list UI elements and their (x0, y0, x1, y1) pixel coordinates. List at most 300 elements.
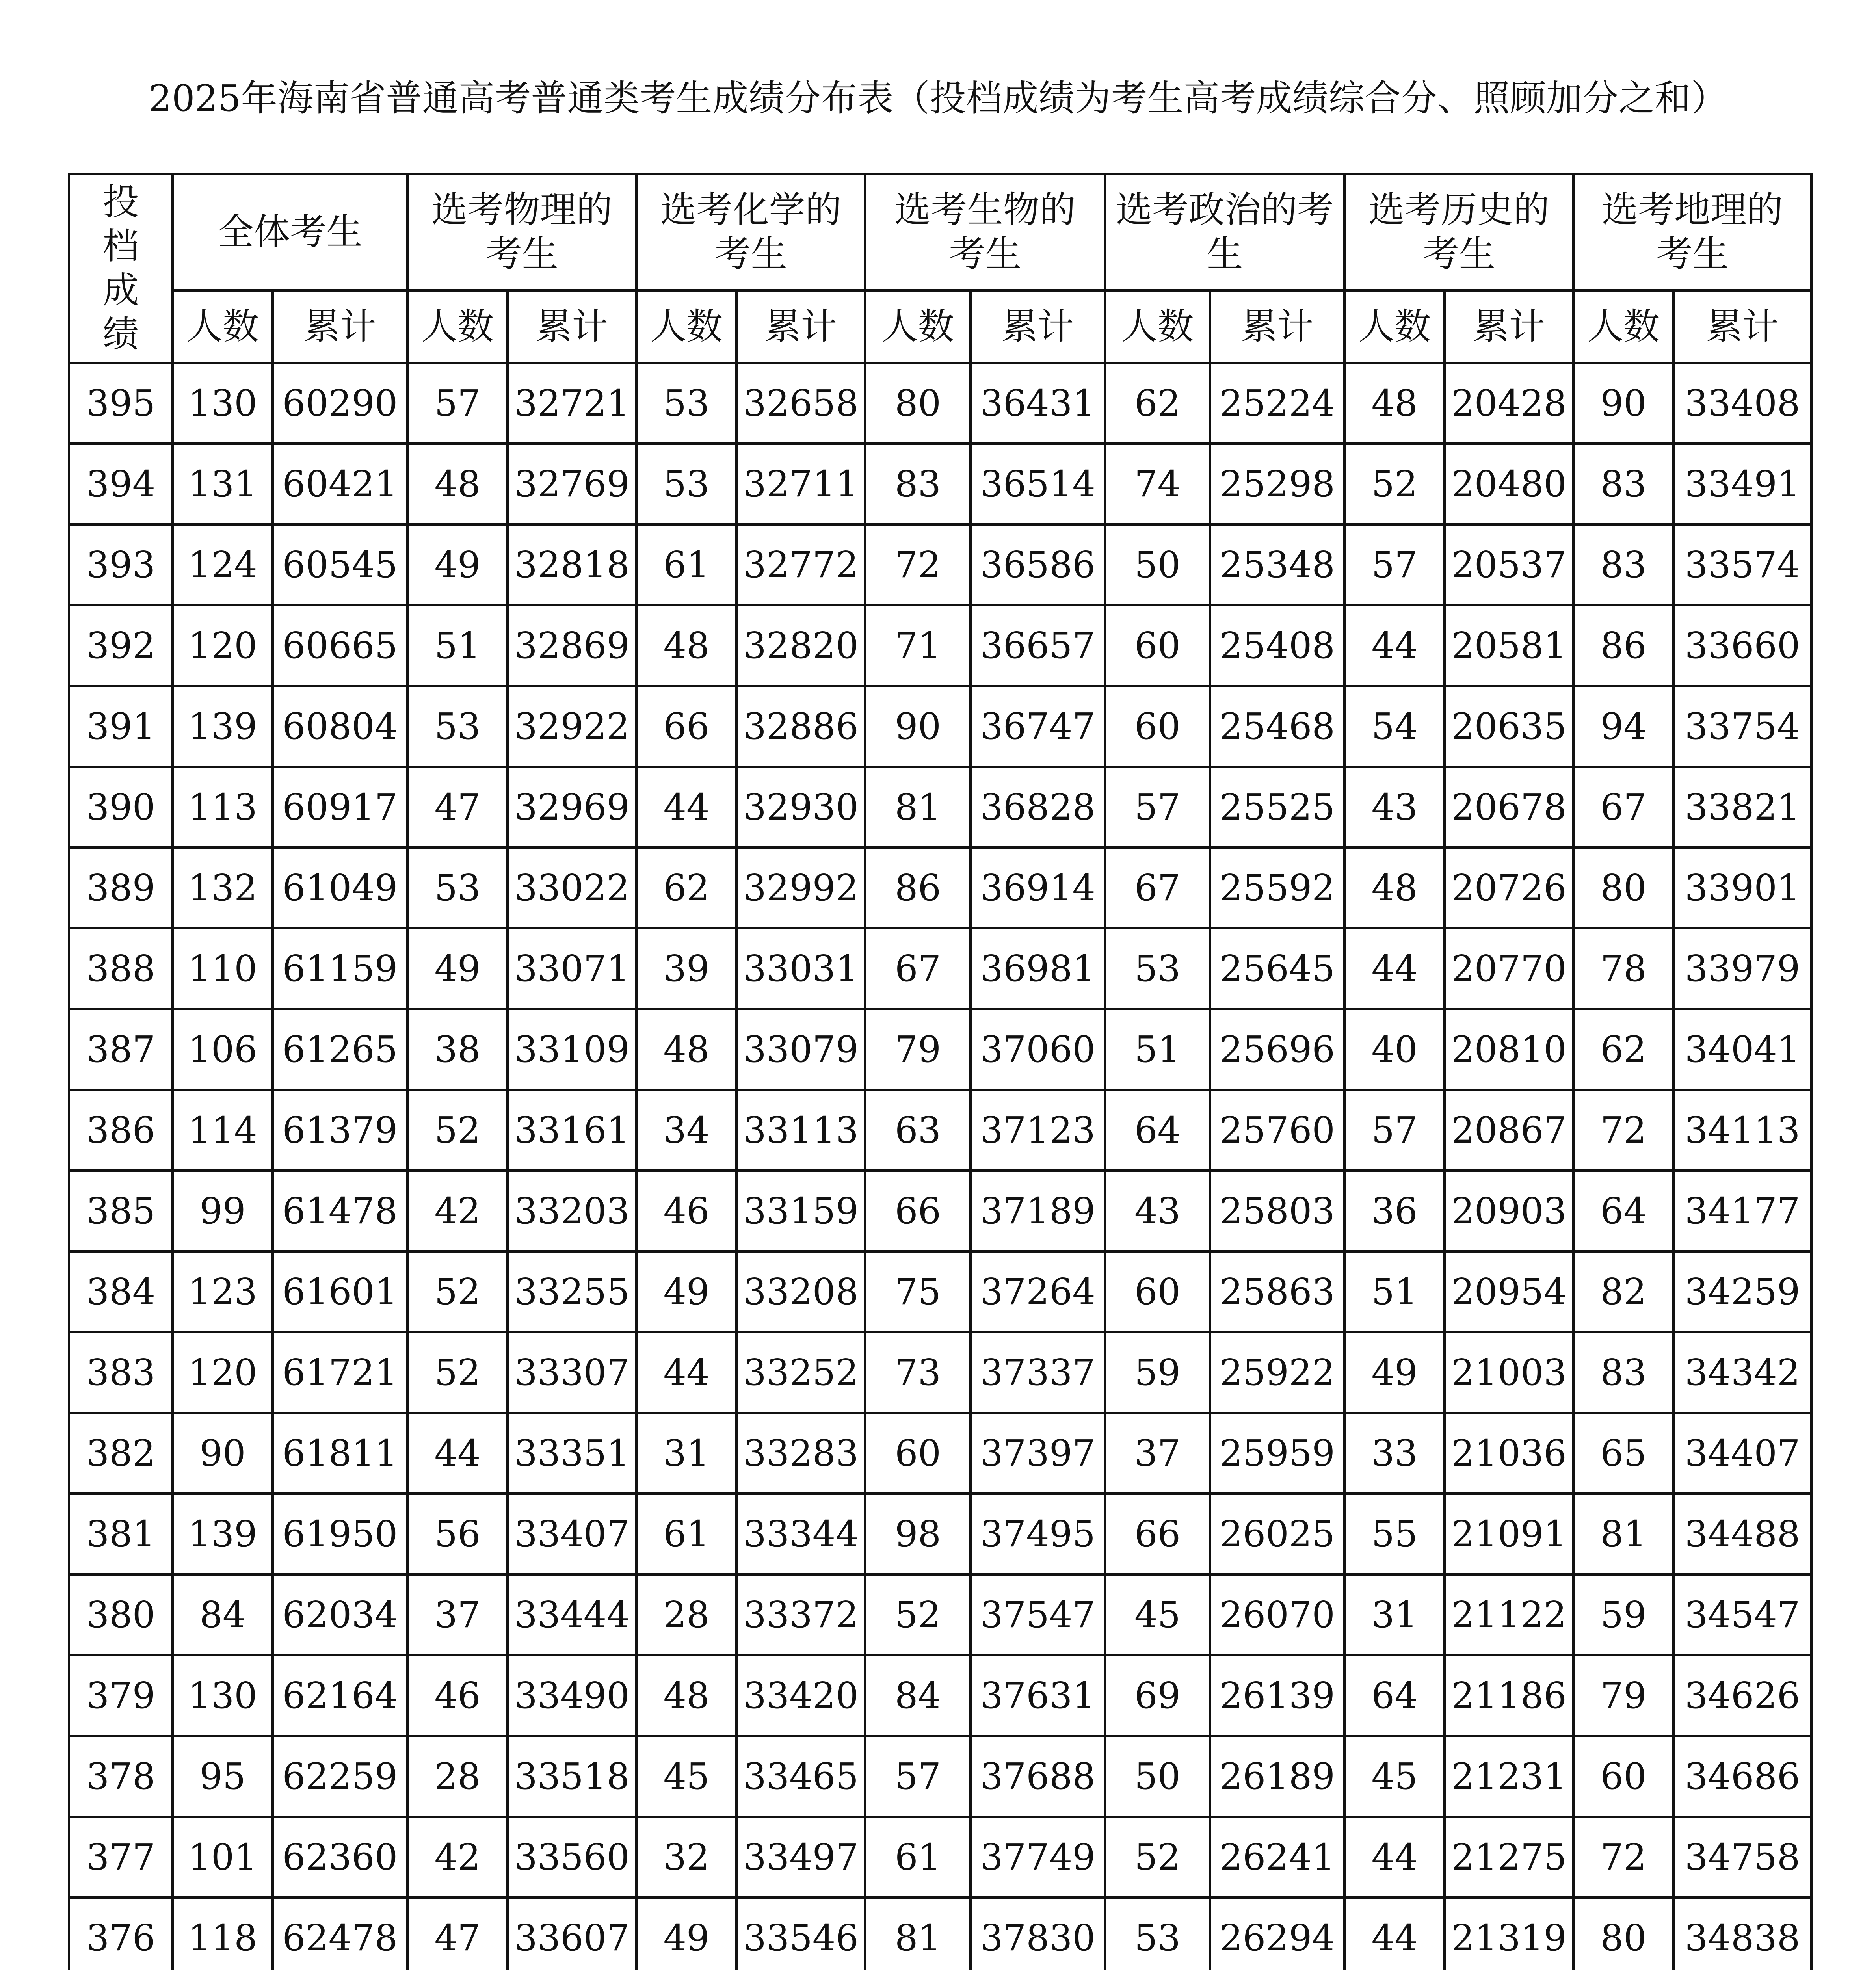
biology-cumulative-cell: 36586 (971, 524, 1105, 605)
politics-count-cell: 37 (1105, 1413, 1210, 1494)
politics-cumulative-cell: 25959 (1210, 1413, 1344, 1494)
geography-count-cell: 83 (1573, 524, 1673, 605)
physics-cumulative-cell: 33490 (508, 1655, 636, 1736)
biology-cumulative-cell: 37264 (971, 1251, 1105, 1332)
geography-count-cell: 82 (1573, 1251, 1673, 1332)
count-header: 人数 (407, 290, 508, 363)
physics-count-cell: 49 (407, 524, 508, 605)
history-cumulative-cell: 21231 (1445, 1736, 1573, 1817)
all-cumulative-cell: 61379 (273, 1090, 407, 1171)
table-row (69, 1251, 1811, 1332)
politics-count-cell: 64 (1105, 1090, 1210, 1171)
table-row (69, 1171, 1811, 1251)
politics-cumulative-cell: 25803 (1210, 1171, 1344, 1251)
geography-count-cell: 80 (1573, 847, 1673, 928)
chemistry-cumulative-cell: 33031 (736, 928, 865, 1009)
politics-count-cell: 69 (1105, 1655, 1210, 1736)
geography-count-cell: 65 (1573, 1413, 1673, 1494)
geography-count-cell: 59 (1573, 1574, 1673, 1655)
politics-count-cell: 50 (1105, 524, 1210, 605)
biology-count-cell: 79 (865, 1009, 971, 1090)
all-count-cell: 132 (173, 847, 273, 928)
history-count-cell: 44 (1344, 605, 1445, 686)
chemistry-count-cell: 34 (636, 1090, 736, 1171)
score-cell: 386 (69, 1090, 173, 1171)
chemistry-cumulative-cell: 33546 (736, 1898, 865, 1970)
biology-count-cell: 52 (865, 1574, 971, 1655)
score-cell: 380 (69, 1574, 173, 1655)
biology-cumulative-cell: 37123 (971, 1090, 1105, 1171)
politics-cumulative-cell: 25863 (1210, 1251, 1344, 1332)
count-header: 人数 (1344, 290, 1445, 363)
history-count-cell: 64 (1344, 1655, 1445, 1736)
geography-cumulative-cell: 33491 (1673, 444, 1811, 524)
geography-count-cell: 79 (1573, 1655, 1673, 1736)
chemistry-count-cell: 39 (636, 928, 736, 1009)
biology-cumulative-cell: 37397 (971, 1413, 1105, 1494)
physics-cumulative-cell: 33203 (508, 1171, 636, 1251)
physics-count-cell: 51 (407, 605, 508, 686)
biology-count-cell: 57 (865, 1736, 971, 1817)
biology-cumulative-cell: 37337 (971, 1332, 1105, 1413)
politics-cumulative-cell: 25224 (1210, 363, 1344, 444)
all-count-cell: 101 (173, 1817, 273, 1898)
geography-cumulative-cell: 33821 (1673, 767, 1811, 847)
table-row (69, 686, 1811, 767)
politics-count-cell: 60 (1105, 1251, 1210, 1332)
history-count-cell: 36 (1344, 1171, 1445, 1251)
group-header-chemistry: 选考化学的考生 (636, 174, 865, 290)
biology-count-cell: 71 (865, 605, 971, 686)
biology-cumulative-cell: 37060 (971, 1009, 1105, 1090)
geography-count-cell: 62 (1573, 1009, 1673, 1090)
physics-cumulative-cell: 33518 (508, 1736, 636, 1817)
geography-count-cell: 81 (1573, 1494, 1673, 1574)
score-cell: 377 (69, 1817, 173, 1898)
chemistry-count-cell: 45 (636, 1736, 736, 1817)
history-count-cell: 54 (1344, 686, 1445, 767)
politics-cumulative-cell: 25922 (1210, 1332, 1344, 1413)
all-count-cell: 130 (173, 363, 273, 444)
score-cell: 395 (69, 363, 173, 444)
score-cell: 388 (69, 928, 173, 1009)
physics-cumulative-cell: 33161 (508, 1090, 636, 1171)
politics-count-cell: 45 (1105, 1574, 1210, 1655)
score-cell: 382 (69, 1413, 173, 1494)
score-cell: 389 (69, 847, 173, 928)
history-count-cell: 44 (1344, 1898, 1445, 1970)
politics-cumulative-cell: 25348 (1210, 524, 1344, 605)
table-row (69, 1736, 1811, 1817)
history-cumulative-cell: 21122 (1445, 1574, 1573, 1655)
politics-count-cell: 74 (1105, 444, 1210, 524)
score-cell: 385 (69, 1171, 173, 1251)
politics-cumulative-cell: 25760 (1210, 1090, 1344, 1171)
score-cell: 392 (69, 605, 173, 686)
politics-count-cell: 67 (1105, 847, 1210, 928)
physics-cumulative-cell: 33109 (508, 1009, 636, 1090)
physics-count-cell: 57 (407, 363, 508, 444)
physics-count-cell: 37 (407, 1574, 508, 1655)
all-count-cell: 114 (173, 1090, 273, 1171)
group-header-biology: 选考生物的考生 (865, 174, 1105, 290)
score-cell: 379 (69, 1655, 173, 1736)
politics-cumulative-cell: 26241 (1210, 1817, 1344, 1898)
geography-cumulative-cell: 34488 (1673, 1494, 1811, 1574)
history-cumulative-cell: 20954 (1445, 1251, 1573, 1332)
biology-count-cell: 66 (865, 1171, 971, 1251)
biology-cumulative-cell: 37495 (971, 1494, 1105, 1574)
chemistry-count-cell: 32 (636, 1817, 736, 1898)
count-header: 人数 (1573, 290, 1673, 363)
all-cumulative-cell: 60804 (273, 686, 407, 767)
all-cumulative-cell: 62034 (273, 1574, 407, 1655)
chemistry-cumulative-cell: 33344 (736, 1494, 865, 1574)
all-count-cell: 130 (173, 1655, 273, 1736)
cumulative-header: 累计 (1673, 290, 1811, 363)
count-header: 人数 (865, 290, 971, 363)
history-cumulative-cell: 21186 (1445, 1655, 1573, 1736)
table-row (69, 1332, 1811, 1413)
history-count-cell: 49 (1344, 1332, 1445, 1413)
geography-count-cell: 83 (1573, 1332, 1673, 1413)
chemistry-cumulative-cell: 32772 (736, 524, 865, 605)
geography-count-cell: 60 (1573, 1736, 1673, 1817)
physics-cumulative-cell: 33307 (508, 1332, 636, 1413)
physics-cumulative-cell: 32721 (508, 363, 636, 444)
table-row (69, 1413, 1811, 1494)
chemistry-cumulative-cell: 32658 (736, 363, 865, 444)
geography-cumulative-cell: 33408 (1673, 363, 1811, 444)
geography-count-cell: 94 (1573, 686, 1673, 767)
politics-count-cell: 53 (1105, 928, 1210, 1009)
physics-cumulative-cell: 32769 (508, 444, 636, 524)
group-header-history: 选考历史的考生 (1344, 174, 1573, 290)
cumulative-header: 累计 (736, 290, 865, 363)
politics-cumulative-cell: 25645 (1210, 928, 1344, 1009)
chemistry-count-cell: 44 (636, 767, 736, 847)
group-header-politics: 选考政治的考生 (1105, 174, 1344, 290)
physics-cumulative-cell: 33255 (508, 1251, 636, 1332)
table-body (69, 363, 1811, 1970)
history-cumulative-cell: 20428 (1445, 363, 1573, 444)
chemistry-cumulative-cell: 33113 (736, 1090, 865, 1171)
physics-cumulative-cell: 33022 (508, 847, 636, 928)
all-cumulative-cell: 62259 (273, 1736, 407, 1817)
politics-cumulative-cell: 25298 (1210, 444, 1344, 524)
history-cumulative-cell: 21091 (1445, 1494, 1573, 1574)
politics-cumulative-cell: 26139 (1210, 1655, 1344, 1736)
history-cumulative-cell: 20867 (1445, 1090, 1573, 1171)
biology-cumulative-cell: 36514 (971, 444, 1105, 524)
history-count-cell: 57 (1344, 1090, 1445, 1171)
geography-cumulative-cell: 34838 (1673, 1898, 1811, 1970)
geography-count-cell: 83 (1573, 444, 1673, 524)
geography-cumulative-cell: 34041 (1673, 1009, 1811, 1090)
chemistry-count-cell: 48 (636, 1655, 736, 1736)
biology-count-cell: 73 (865, 1332, 971, 1413)
score-cell: 390 (69, 767, 173, 847)
chemistry-count-cell: 53 (636, 363, 736, 444)
all-cumulative-cell: 62164 (273, 1655, 407, 1736)
history-count-cell: 40 (1344, 1009, 1445, 1090)
history-cumulative-cell: 20537 (1445, 524, 1573, 605)
history-count-cell: 43 (1344, 767, 1445, 847)
physics-cumulative-cell: 33407 (508, 1494, 636, 1574)
physics-count-cell: 52 (407, 1332, 508, 1413)
history-cumulative-cell: 20581 (1445, 605, 1573, 686)
score-cell: 381 (69, 1494, 173, 1574)
politics-count-cell: 66 (1105, 1494, 1210, 1574)
biology-cumulative-cell: 37688 (971, 1736, 1105, 1817)
all-count-cell: 106 (173, 1009, 273, 1090)
chemistry-count-cell: 48 (636, 1009, 736, 1090)
politics-cumulative-cell: 25408 (1210, 605, 1344, 686)
physics-count-cell: 44 (407, 1413, 508, 1494)
history-cumulative-cell: 20770 (1445, 928, 1573, 1009)
score-cell: 393 (69, 524, 173, 605)
all-count-cell: 113 (173, 767, 273, 847)
all-cumulative-cell: 61721 (273, 1332, 407, 1413)
politics-cumulative-cell: 26025 (1210, 1494, 1344, 1574)
chemistry-cumulative-cell: 33079 (736, 1009, 865, 1090)
all-count-cell: 120 (173, 1332, 273, 1413)
geography-cumulative-cell: 33754 (1673, 686, 1811, 767)
geography-count-cell: 64 (1573, 1171, 1673, 1251)
politics-cumulative-cell: 26189 (1210, 1736, 1344, 1817)
all-count-cell: 120 (173, 605, 273, 686)
chemistry-cumulative-cell: 32711 (736, 444, 865, 524)
politics-count-cell: 51 (1105, 1009, 1210, 1090)
history-cumulative-cell: 20635 (1445, 686, 1573, 767)
all-cumulative-cell: 61950 (273, 1494, 407, 1574)
physics-cumulative-cell: 32869 (508, 605, 636, 686)
table-row (69, 605, 1811, 686)
history-cumulative-cell: 21003 (1445, 1332, 1573, 1413)
physics-cumulative-cell: 33071 (508, 928, 636, 1009)
politics-cumulative-cell: 25696 (1210, 1009, 1344, 1090)
count-header: 人数 (636, 290, 736, 363)
history-cumulative-cell: 21275 (1445, 1817, 1573, 1898)
physics-count-cell: 47 (407, 767, 508, 847)
physics-count-cell: 42 (407, 1171, 508, 1251)
page-title: 2025年海南省普通高考普通类考生成绩分布表（投档成绩为考生高考成绩综合分、照顾加分之和） (149, 77, 1727, 119)
physics-cumulative-cell: 33560 (508, 1817, 636, 1898)
table-row (69, 524, 1811, 605)
all-cumulative-cell: 60545 (273, 524, 407, 605)
all-cumulative-cell: 60421 (273, 444, 407, 524)
biology-cumulative-cell: 37547 (971, 1574, 1105, 1655)
physics-count-cell: 52 (407, 1251, 508, 1332)
history-cumulative-cell: 20726 (1445, 847, 1573, 928)
politics-cumulative-cell: 26070 (1210, 1574, 1344, 1655)
chemistry-count-cell: 53 (636, 444, 736, 524)
chemistry-count-cell: 48 (636, 605, 736, 686)
table-row (69, 847, 1811, 928)
all-cumulative-cell: 61478 (273, 1171, 407, 1251)
physics-cumulative-cell: 32969 (508, 767, 636, 847)
physics-cumulative-cell: 32818 (508, 524, 636, 605)
chemistry-cumulative-cell: 33465 (736, 1736, 865, 1817)
politics-cumulative-cell: 25592 (1210, 847, 1344, 928)
biology-count-cell: 81 (865, 767, 971, 847)
biology-count-cell: 80 (865, 363, 971, 444)
geography-cumulative-cell: 33574 (1673, 524, 1811, 605)
politics-count-cell: 60 (1105, 605, 1210, 686)
geography-count-cell: 72 (1573, 1090, 1673, 1171)
physics-count-cell: 38 (407, 1009, 508, 1090)
politics-count-cell: 50 (1105, 1736, 1210, 1817)
all-cumulative-cell: 60665 (273, 605, 407, 686)
physics-count-cell: 53 (407, 847, 508, 928)
biology-cumulative-cell: 36431 (971, 363, 1105, 444)
politics-count-cell: 43 (1105, 1171, 1210, 1251)
biology-count-cell: 75 (865, 1251, 971, 1332)
biology-count-cell: 63 (865, 1090, 971, 1171)
all-count-cell: 131 (173, 444, 273, 524)
all-count-cell: 95 (173, 1736, 273, 1817)
chemistry-count-cell: 66 (636, 686, 736, 767)
table-row (69, 1090, 1811, 1171)
physics-count-cell: 28 (407, 1736, 508, 1817)
biology-count-cell: 98 (865, 1494, 971, 1574)
all-cumulative-cell: 60290 (273, 363, 407, 444)
geography-count-cell: 86 (1573, 605, 1673, 686)
geography-cumulative-cell: 34342 (1673, 1332, 1811, 1413)
score-cell: 391 (69, 686, 173, 767)
group-header-geography: 选考地理的考生 (1573, 174, 1811, 290)
physics-count-cell: 47 (407, 1898, 508, 1970)
all-cumulative-cell: 62360 (273, 1817, 407, 1898)
chemistry-cumulative-cell: 32992 (736, 847, 865, 928)
score-cell: 376 (69, 1898, 173, 1970)
geography-count-cell: 78 (1573, 928, 1673, 1009)
physics-count-cell: 46 (407, 1655, 508, 1736)
chemistry-count-cell: 28 (636, 1574, 736, 1655)
group-header-physics: 选考物理的考生 (407, 174, 636, 290)
history-count-cell: 57 (1344, 524, 1445, 605)
history-count-cell: 48 (1344, 847, 1445, 928)
count-header: 人数 (1105, 290, 1210, 363)
physics-cumulative-cell: 33351 (508, 1413, 636, 1494)
history-count-cell: 44 (1344, 1817, 1445, 1898)
history-cumulative-cell: 20903 (1445, 1171, 1573, 1251)
history-count-cell: 31 (1344, 1574, 1445, 1655)
table-row (69, 1009, 1811, 1090)
chemistry-cumulative-cell: 33372 (736, 1574, 865, 1655)
history-count-cell: 55 (1344, 1494, 1445, 1574)
biology-count-cell: 90 (865, 686, 971, 767)
physics-count-cell: 48 (407, 444, 508, 524)
table-row (69, 928, 1811, 1009)
biology-cumulative-cell: 36981 (971, 928, 1105, 1009)
header-row-subcolumns (69, 290, 1811, 363)
history-count-cell: 33 (1344, 1413, 1445, 1494)
politics-count-cell: 60 (1105, 686, 1210, 767)
table-row (69, 363, 1811, 444)
table-row (69, 1898, 1811, 1970)
group-header-all: 全体考生 (173, 174, 407, 290)
all-count-cell: 124 (173, 524, 273, 605)
all-cumulative-cell: 60917 (273, 767, 407, 847)
biology-cumulative-cell: 36914 (971, 847, 1105, 928)
chemistry-count-cell: 44 (636, 1332, 736, 1413)
physics-count-cell: 53 (407, 686, 508, 767)
physics-count-cell: 49 (407, 928, 508, 1009)
history-cumulative-cell: 21319 (1445, 1898, 1573, 1970)
politics-count-cell: 59 (1105, 1332, 1210, 1413)
all-count-cell: 90 (173, 1413, 273, 1494)
biology-cumulative-cell: 36828 (971, 767, 1105, 847)
history-count-cell: 48 (1344, 363, 1445, 444)
chemistry-cumulative-cell: 32820 (736, 605, 865, 686)
physics-cumulative-cell: 32922 (508, 686, 636, 767)
biology-count-cell: 86 (865, 847, 971, 928)
geography-cumulative-cell: 34686 (1673, 1736, 1811, 1817)
biology-cumulative-cell: 37749 (971, 1817, 1105, 1898)
biology-cumulative-cell: 37830 (971, 1898, 1105, 1970)
biology-count-cell: 60 (865, 1413, 971, 1494)
all-cumulative-cell: 61049 (273, 847, 407, 928)
all-count-cell: 139 (173, 1494, 273, 1574)
biology-cumulative-cell: 37189 (971, 1171, 1105, 1251)
physics-count-cell: 56 (407, 1494, 508, 1574)
all-count-cell: 123 (173, 1251, 273, 1332)
header-row-groups (69, 174, 1811, 290)
history-count-cell: 51 (1344, 1251, 1445, 1332)
all-cumulative-cell: 62478 (273, 1898, 407, 1970)
all-cumulative-cell: 61811 (273, 1413, 407, 1494)
history-cumulative-cell: 20810 (1445, 1009, 1573, 1090)
all-count-cell: 139 (173, 686, 273, 767)
chemistry-cumulative-cell: 33252 (736, 1332, 865, 1413)
geography-count-cell: 80 (1573, 1898, 1673, 1970)
physics-count-cell: 52 (407, 1090, 508, 1171)
chemistry-cumulative-cell: 33420 (736, 1655, 865, 1736)
politics-count-cell: 52 (1105, 1817, 1210, 1898)
biology-count-cell: 67 (865, 928, 971, 1009)
history-count-cell: 45 (1344, 1736, 1445, 1817)
score-cell: 384 (69, 1251, 173, 1332)
geography-cumulative-cell: 34626 (1673, 1655, 1811, 1736)
table-row (69, 444, 1811, 524)
all-cumulative-cell: 61601 (273, 1251, 407, 1332)
all-cumulative-cell: 61159 (273, 928, 407, 1009)
politics-cumulative-cell: 25468 (1210, 686, 1344, 767)
all-count-cell: 118 (173, 1898, 273, 1970)
cumulative-header: 累计 (1445, 290, 1573, 363)
history-cumulative-cell: 20480 (1445, 444, 1573, 524)
all-cumulative-cell: 61265 (273, 1009, 407, 1090)
geography-cumulative-cell: 33979 (1673, 928, 1811, 1009)
geography-cumulative-cell: 34177 (1673, 1171, 1811, 1251)
geography-cumulative-cell: 33901 (1673, 847, 1811, 928)
biology-cumulative-cell: 36657 (971, 605, 1105, 686)
cumulative-header: 累计 (508, 290, 636, 363)
history-count-cell: 44 (1344, 928, 1445, 1009)
all-count-cell: 84 (173, 1574, 273, 1655)
chemistry-cumulative-cell: 32886 (736, 686, 865, 767)
chemistry-count-cell: 61 (636, 1494, 736, 1574)
biology-count-cell: 81 (865, 1898, 971, 1970)
score-cell: 387 (69, 1009, 173, 1090)
chemistry-cumulative-cell: 33283 (736, 1413, 865, 1494)
table-row (69, 1574, 1811, 1655)
geography-cumulative-cell: 34113 (1673, 1090, 1811, 1171)
geography-count-cell: 90 (1573, 363, 1673, 444)
geography-cumulative-cell: 34259 (1673, 1251, 1811, 1332)
physics-cumulative-cell: 33444 (508, 1574, 636, 1655)
